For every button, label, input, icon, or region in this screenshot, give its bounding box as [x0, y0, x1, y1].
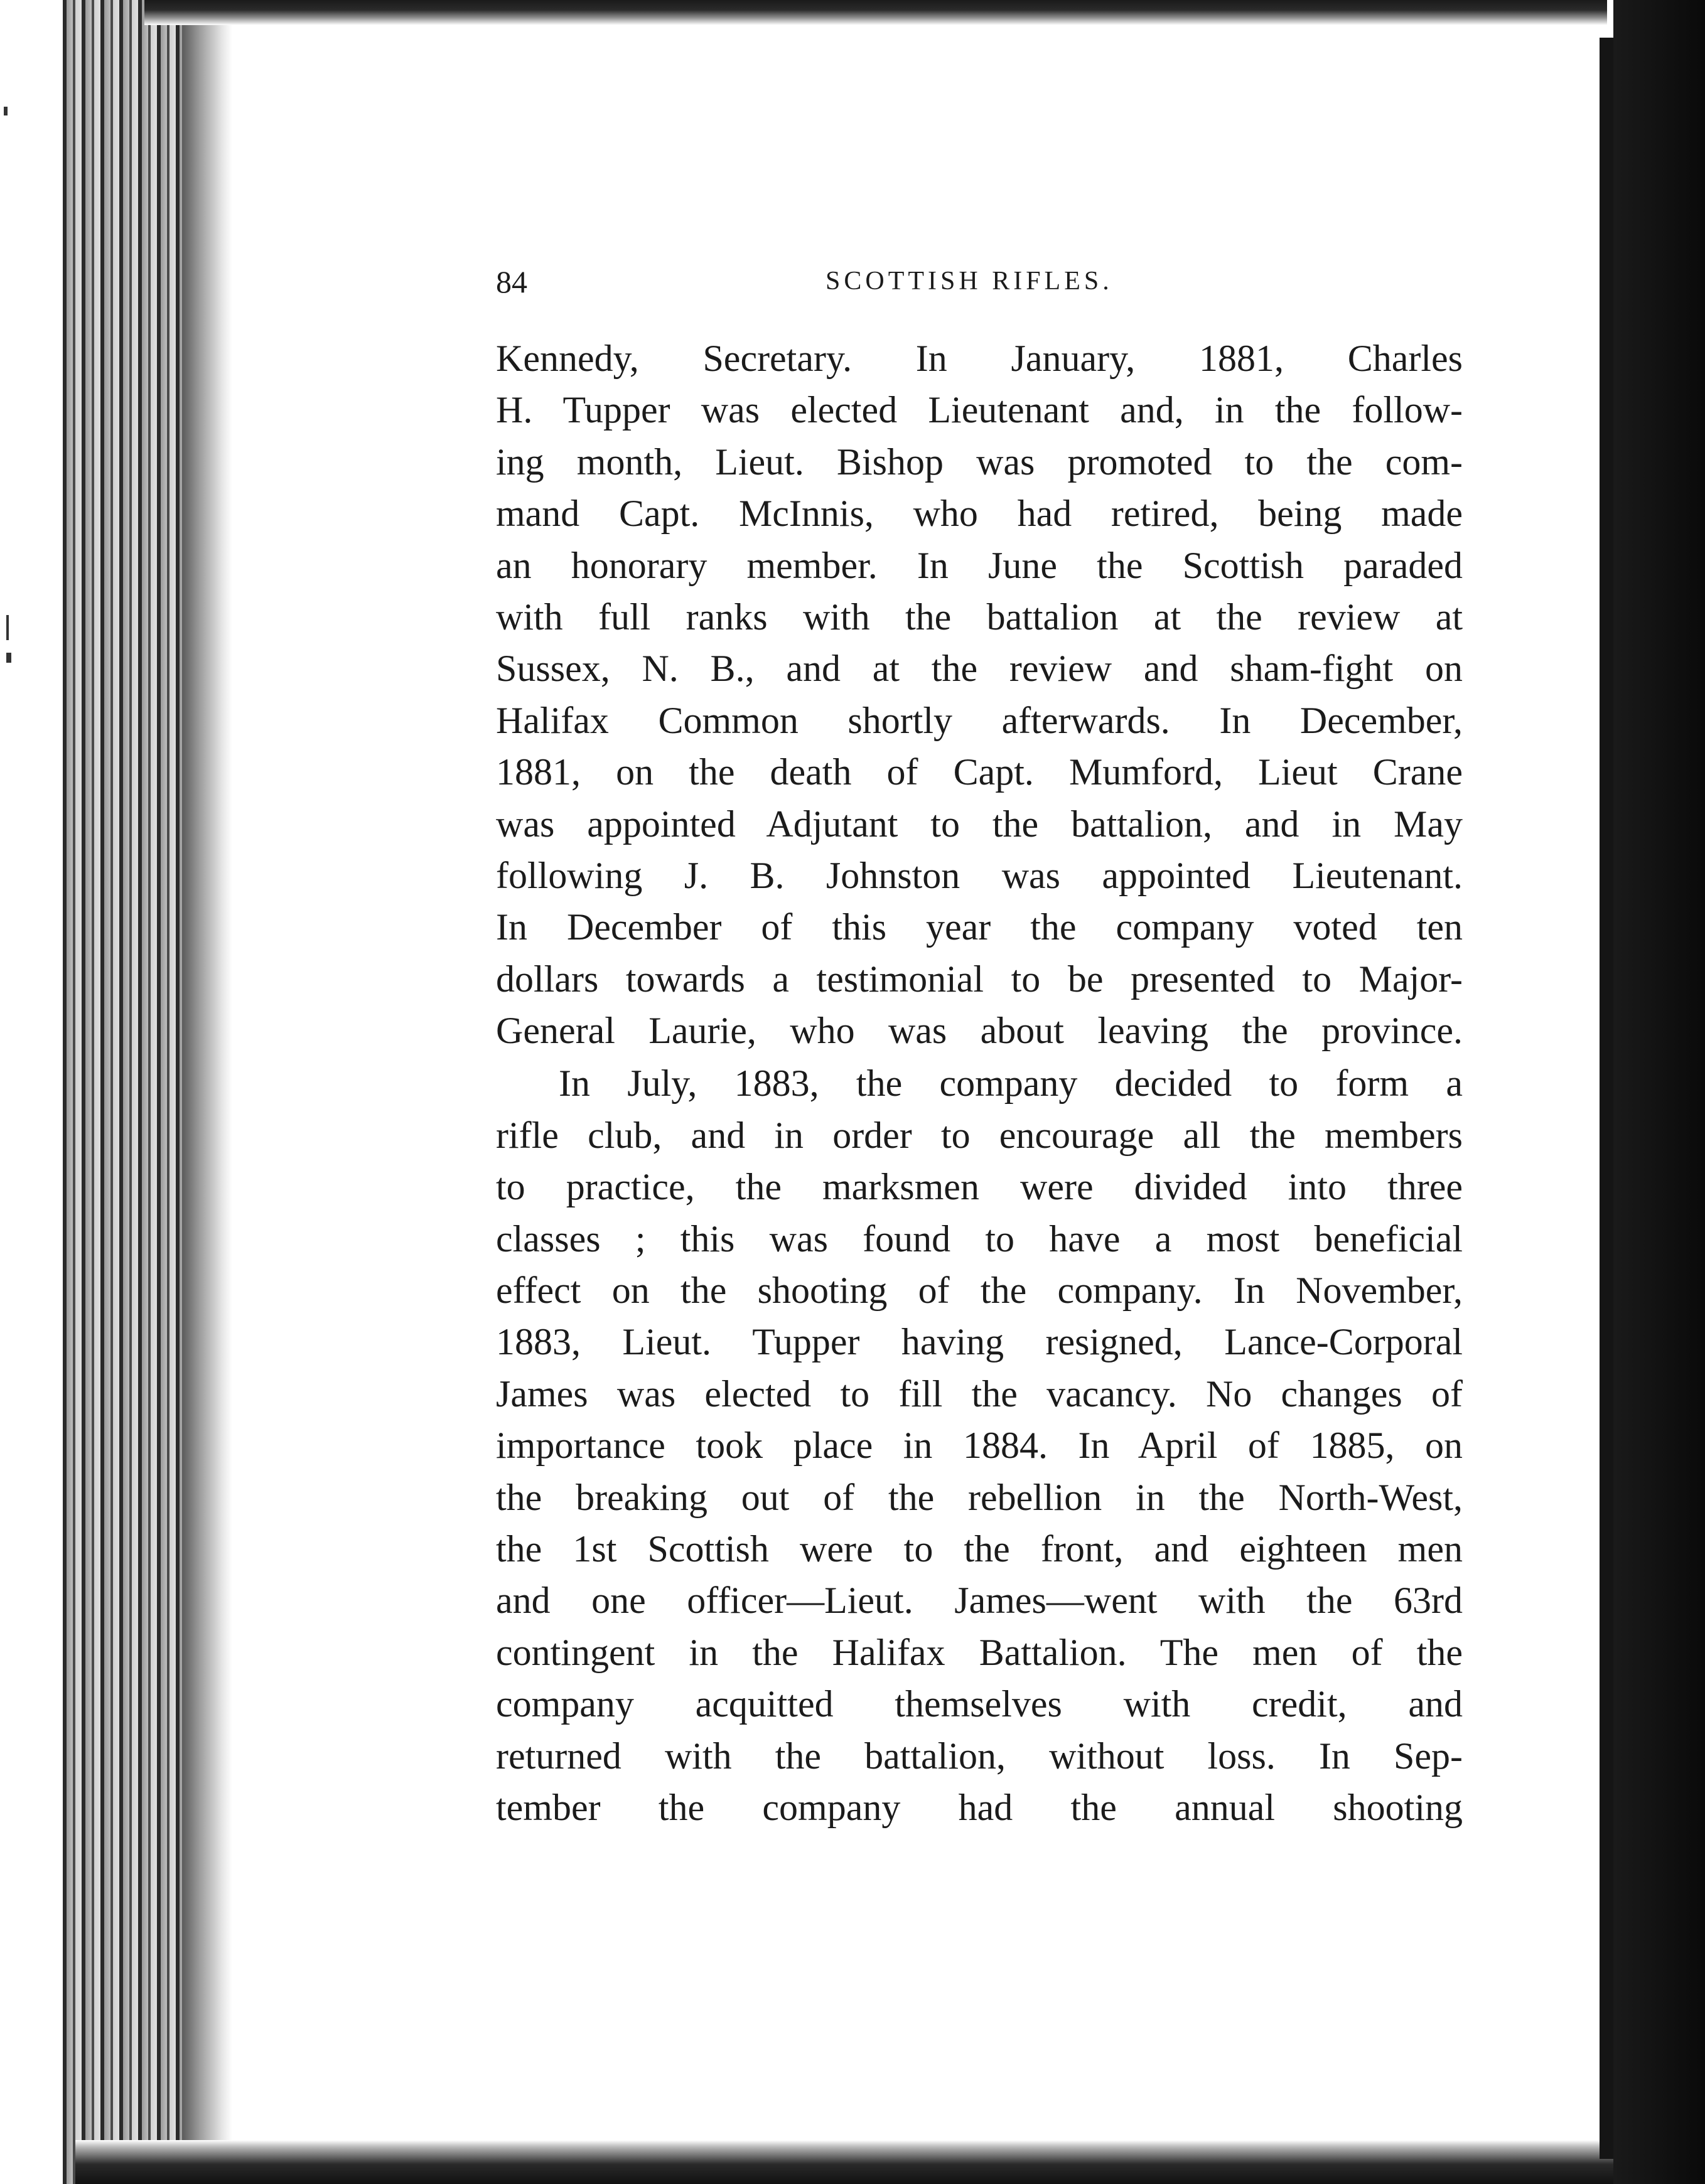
body-text	[496, 333, 1463, 1833]
scan-speck	[6, 615, 9, 640]
text-line: In December of this year the company voted ten	[496, 906, 1463, 948]
text-line: General Laurie, who was about leaving the province.	[496, 1010, 1463, 1052]
text-line: company acquitted themselves with credit, and	[496, 1683, 1463, 1725]
text-line: classes ; this was found to have a most beneficial	[496, 1218, 1463, 1260]
paragraph	[496, 333, 1463, 1056]
text-line: with full ranks with the battalion at the review at	[496, 596, 1463, 638]
text-line: Halifax Common shortly afterwards. In December,	[496, 699, 1463, 741]
bottom-edge-shadow	[75, 2140, 1620, 2184]
scan-speck	[6, 653, 11, 663]
text-line: an honorary member. In June the Scottish paraded	[496, 544, 1463, 586]
text-line: following J. B. Johnston was appointed Lieutenant.	[496, 854, 1463, 896]
text-line: James was elected to fill the vacancy. No changes of	[496, 1373, 1463, 1415]
text-line: contingent in the Halifax Battalion. The men of the	[496, 1631, 1463, 1673]
text-line: In July, 1883, the company decided to form a	[559, 1063, 1463, 1105]
text-line: the 1st Scottish were to the front, and eighteen men	[496, 1528, 1463, 1570]
text-line: importance took place in 1884. In April of 1885, on	[496, 1425, 1463, 1467]
text-line: 1881, on the death of Capt. Mumford, Lieut Crane	[496, 751, 1463, 793]
text-line: was appointed Adjutant to the battalion, and in May	[496, 803, 1463, 845]
text-line: effect on the shooting of the company. In November,	[496, 1270, 1463, 1312]
right-scan-border	[1613, 0, 1705, 2184]
top-edge-shadow	[144, 0, 1607, 25]
running-head-title: SCOTTISH RIFLES.	[826, 267, 1113, 296]
scan-speck	[4, 107, 8, 115]
text-line: and one officer—Lieut. James—went with the 63rd	[496, 1580, 1463, 1622]
text-line: 1883, Lieut. Tupper having resigned, Lance-Corporal	[496, 1321, 1463, 1363]
text-line: dollars towards a testimonial to be presented to Major-	[496, 958, 1463, 1000]
text-line: tember the company had the annual shooting	[496, 1786, 1463, 1828]
page-edge-shadow	[182, 0, 232, 2184]
text-line: returned with the battalion, without loss. In Sep-	[496, 1735, 1463, 1777]
text-line: ing month, Lieut. Bishop was promoted to the com-	[496, 441, 1463, 483]
text-line: the breaking out of the rebellion in the North-West,	[496, 1476, 1463, 1518]
text-line: to practice, the marksmen were divided into three	[496, 1166, 1463, 1208]
text-line: Sussex, N. B., and at the review and sham-fight on	[496, 648, 1463, 690]
text-line: Kennedy, Secretary. In January, 1881, Charles	[496, 338, 1463, 379]
text-line: H. Tupper was elected Lieutenant and, in the follow-	[496, 389, 1463, 431]
text-line: mand Capt. McInnis, who had retired, being made	[496, 493, 1463, 535]
running-header	[477, 238, 1482, 299]
paragraph	[496, 1057, 1463, 1833]
page-number: 84	[496, 264, 527, 299]
book-page	[477, 238, 1482, 1828]
text-line: rifle club, and in order to encourage all the members	[496, 1114, 1463, 1156]
